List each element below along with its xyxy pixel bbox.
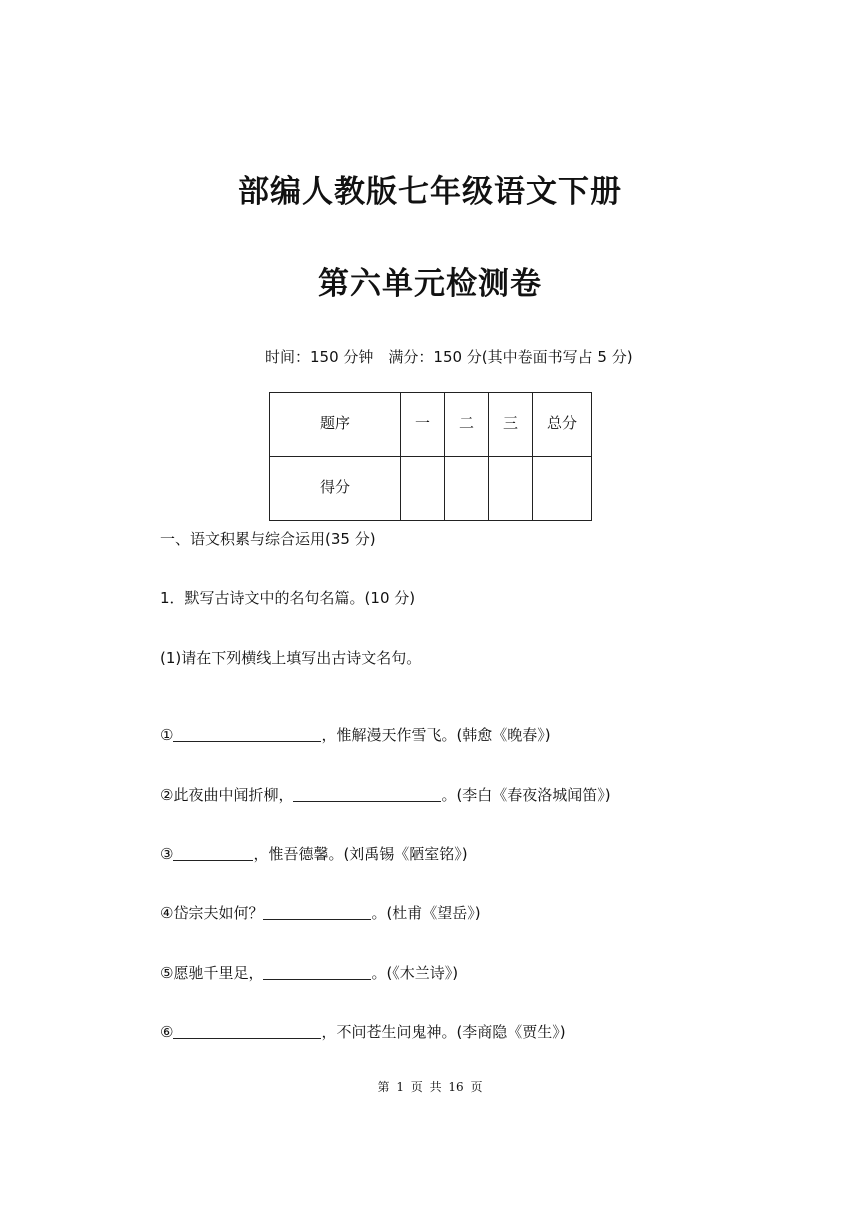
score-table-score-row xyxy=(270,457,592,521)
score-table xyxy=(269,392,592,521)
header-cell-3: 三 xyxy=(489,393,533,457)
fill-item-prefix: ① xyxy=(160,726,174,744)
score-row-label: 得分 xyxy=(270,457,401,521)
title-line-1: 部编人教版七年级语文下册 xyxy=(238,174,622,210)
fill-item-6 xyxy=(160,1003,566,1042)
header-cell-order: 题序 xyxy=(270,393,401,457)
fill-item-prefix: ④岱宗夫如何？ xyxy=(160,904,264,922)
fill-item-prefix: ③ xyxy=(160,845,174,863)
fill-item-suffix: 。(《木兰诗》) xyxy=(371,964,459,982)
fill-item-2 xyxy=(160,766,611,805)
question-1: 1．默写古诗文中的名句名篇。(10 分) xyxy=(160,589,416,607)
fill-item-prefix: ②此夜曲中闻折柳， xyxy=(160,786,294,804)
header-cell-total: 总分 xyxy=(533,393,592,457)
exam-meta: 时间：150 分钟 满分：150 分(其中卷面书写占 5 分) xyxy=(265,348,633,366)
fill-item-suffix: ，惟吾德馨。(刘禹锡《陋室铭》) xyxy=(253,845,468,863)
fill-item-prefix: ⑥ xyxy=(160,1023,174,1041)
answer-blank[interactable] xyxy=(263,905,371,920)
page-footer: 第 1 页 共 16 页 xyxy=(377,1080,483,1094)
answer-blank[interactable] xyxy=(263,965,371,980)
fill-item-3 xyxy=(160,825,468,864)
question-1-sub: (1)请在下列横线上填写出古诗文名句。 xyxy=(160,649,422,667)
score-cell-total xyxy=(533,457,592,521)
score-table-header-row xyxy=(270,393,592,457)
title-line-2: 第六单元检测卷 xyxy=(318,266,542,302)
fill-item-5 xyxy=(160,944,458,983)
fill-item-suffix: ，惟解漫天作雪飞。(韩愈《晚春》) xyxy=(321,726,551,744)
answer-blank[interactable] xyxy=(173,846,253,861)
answer-blank[interactable] xyxy=(293,787,441,802)
header-cell-1: 一 xyxy=(401,393,445,457)
fill-item-prefix: ⑤愿驰千里足， xyxy=(160,964,264,982)
score-cell-1 xyxy=(401,457,445,521)
fill-item-suffix: 。(李白《春夜洛城闻笛》) xyxy=(441,786,611,804)
header-cell-2: 二 xyxy=(445,393,489,457)
answer-blank[interactable] xyxy=(173,727,321,742)
score-cell-2 xyxy=(445,457,489,521)
fill-item-4 xyxy=(160,884,481,923)
fill-item-suffix: 。(杜甫《望岳》) xyxy=(371,904,481,922)
section-1-heading: 一、语文积累与综合运用(35 分) xyxy=(160,530,376,548)
fill-item-suffix: ，不问苍生问鬼神。(李商隐《贾生》) xyxy=(321,1023,566,1041)
score-cell-3 xyxy=(489,457,533,521)
fill-item-1 xyxy=(160,706,551,745)
answer-blank[interactable] xyxy=(173,1024,321,1039)
